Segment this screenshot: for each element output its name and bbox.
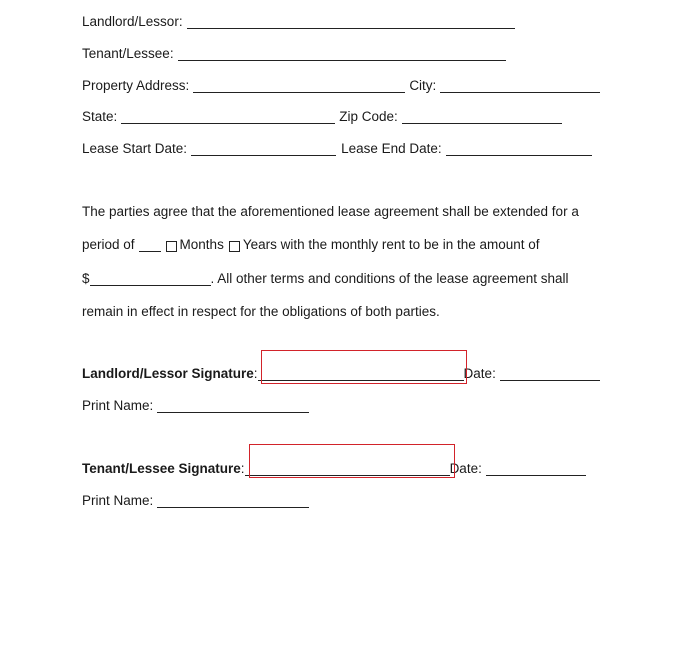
tenant-date-field[interactable]	[486, 461, 586, 476]
agreement-line-3	[82, 271, 568, 286]
tenant-signature-field[interactable]	[249, 444, 455, 478]
address-row	[82, 78, 600, 93]
lease-end-label: Lease End Date:	[341, 141, 442, 156]
zip-label: Zip Code:	[339, 109, 398, 124]
tenant-date-label: Date:	[449, 461, 482, 476]
agreement-line-3-text: . All other terms and conditions of the lease agreement shall	[210, 271, 569, 286]
tenant-print-name-field[interactable]	[157, 493, 309, 508]
tenant-signature-label: Tenant/Lessee Signature	[82, 461, 241, 476]
landlord-date-label: Date:	[463, 366, 496, 381]
months-checkbox[interactable]	[166, 241, 177, 252]
period-field[interactable]	[139, 237, 161, 252]
tenant-print-name-row	[82, 493, 309, 508]
agreement-line-2	[82, 237, 540, 252]
lease-start-field[interactable]	[191, 141, 336, 156]
state-row	[82, 109, 562, 124]
zip-field[interactable]	[402, 109, 562, 124]
city-label: City:	[409, 78, 437, 93]
dollar-sign: $	[82, 271, 90, 286]
state-field[interactable]	[121, 109, 335, 124]
landlord-field[interactable]	[187, 14, 515, 29]
tenant-signature-colon: :	[240, 461, 245, 476]
landlord-date-field[interactable]	[500, 366, 600, 381]
tenant-row	[82, 46, 506, 61]
lease-dates-row	[82, 141, 592, 156]
landlord-signature-field[interactable]	[261, 350, 467, 384]
city-field[interactable]	[440, 78, 600, 93]
landlord-label: Landlord/Lessor:	[82, 14, 183, 29]
tenant-field[interactable]	[178, 46, 506, 61]
years-checkbox[interactable]	[229, 241, 240, 252]
agreement-line-4: remain in effect in respect for the obligations of both parties.	[82, 304, 440, 319]
lease-start-label: Lease Start Date:	[82, 141, 188, 156]
agreement-line-1: The parties agree that the aforementioned lease agreement shall be extended for a	[82, 204, 579, 219]
landlord-row	[82, 14, 515, 29]
months-label: Months	[179, 237, 224, 252]
years-label: Years with the monthly rent to be in the amount of	[242, 237, 540, 252]
landlord-signature-label: Landlord/Lessor Signature	[82, 366, 254, 381]
landlord-signature-colon: :	[253, 366, 258, 381]
period-prefix: period of	[82, 237, 135, 252]
rent-amount-field[interactable]	[90, 271, 211, 286]
landlord-print-name-field[interactable]	[157, 398, 309, 413]
lease-end-field[interactable]	[446, 141, 592, 156]
state-label: State:	[82, 109, 118, 124]
landlord-print-name-label: Print Name:	[82, 398, 154, 413]
landlord-print-name-row	[82, 398, 309, 413]
tenant-label: Tenant/Lessee:	[82, 46, 174, 61]
address-label: Property Address:	[82, 78, 190, 93]
address-field[interactable]	[193, 78, 405, 93]
tenant-print-name-label: Print Name:	[82, 493, 154, 508]
